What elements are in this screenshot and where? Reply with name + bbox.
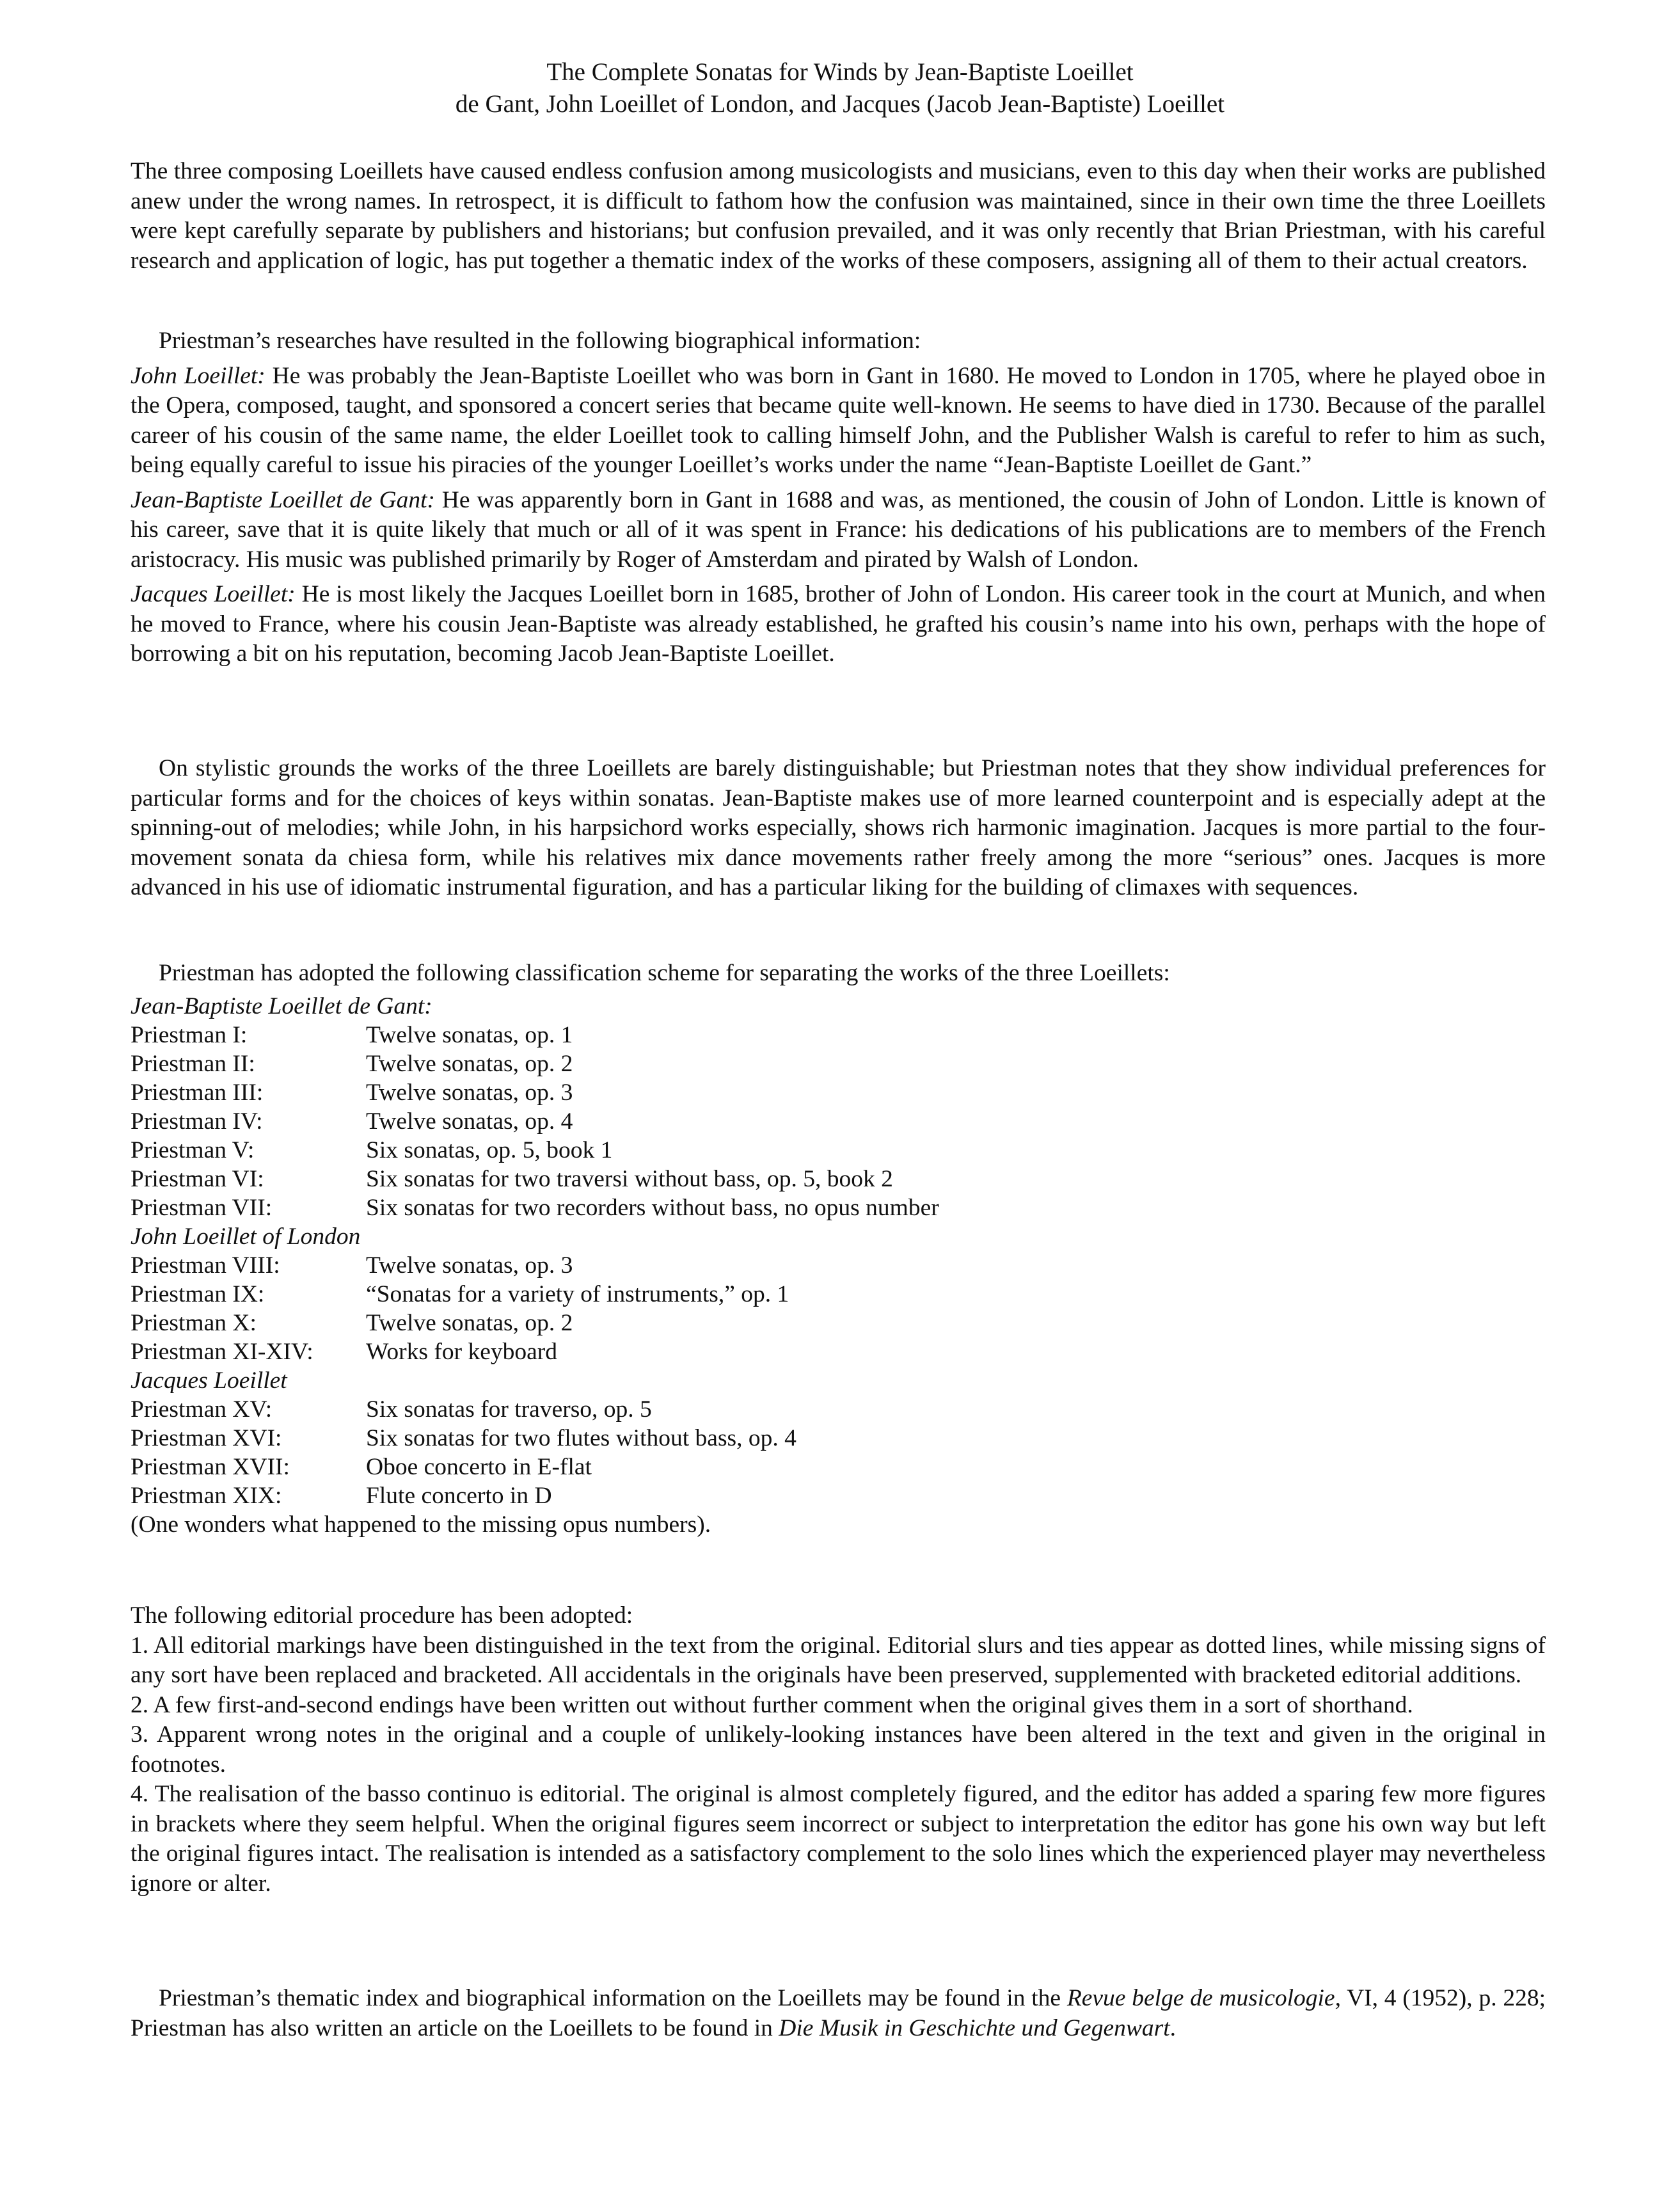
list-row xyxy=(131,1424,939,1453)
title-line-2: de Gant, John Loeillet of London, and Jacques (Jacob Jean-Baptiste) Loeillet xyxy=(455,90,1225,118)
bio-jean-baptiste xyxy=(131,486,1546,575)
priestman-number: Priestman XIX: xyxy=(131,1483,282,1509)
classification-lead: Priestman has adopted the following classification scheme for separating the works of the three Loeillets: xyxy=(159,960,1170,986)
list-row xyxy=(131,1395,939,1424)
editorial-item: 1. All editorial markings have been distinguished in the text from the original. Editorial slurs and ties appear as dotted lines, while missing signs of any sort have been replaced and bracketed. All accidentals in the originals have been preserved, supplemented with bracketed editorial additions. xyxy=(131,1632,1546,1688)
work-description: Six sonatas for traverso, op. 5 xyxy=(366,1396,652,1423)
work-description: Works for keyboard xyxy=(366,1339,557,1365)
bio-jacques-text: He is most likely the Jacques Loeillet born in 1685, brother of John of London. His career took in the court at Munich, and when he moved to France, where his cousin Jean-Baptiste was already established, he grafted his cousin’s name into his own, perhaps with the hope of borrowing a bit on his reputation, becoming Jacob Jean-Baptiste Loeillet. xyxy=(131,581,1546,667)
priestman-number: Priestman IX: xyxy=(131,1281,265,1307)
closing-text-1: Priestman’s thematic index and biographical information on the Loeillets may be found in the xyxy=(159,1985,1061,2011)
list-row xyxy=(131,1453,939,1481)
priestman-number: Priestman IV: xyxy=(131,1108,263,1135)
style-paragraph xyxy=(131,754,1546,903)
work-description: Twelve sonatas, op. 3 xyxy=(366,1252,573,1279)
priestman-number: Priestman X: xyxy=(131,1310,257,1336)
list-row xyxy=(131,1280,939,1309)
classification-list xyxy=(131,992,939,1539)
priestman-number: Priestman VII: xyxy=(131,1195,273,1221)
group-composer: Jean-Baptiste Loeillet de Gant: xyxy=(131,993,432,1019)
biography-section xyxy=(131,326,1546,669)
work-description: Flute concerto in D xyxy=(366,1483,552,1509)
list-row xyxy=(131,1337,939,1366)
intro-paragraph xyxy=(131,157,1546,276)
editorial-lead: The following editorial procedure has been adopted: xyxy=(131,1602,633,1629)
list-row xyxy=(131,1165,939,1193)
priestman-number: Priestman VI: xyxy=(131,1166,264,1192)
editorial-item: 3. Apparent wrong notes in the original and a couple of unlikely-looking instances have been altered in the text and given in the original in footnotes. xyxy=(131,1721,1546,1778)
work-description: “Sonatas for a variety of instruments,” op. 1 xyxy=(366,1281,789,1307)
list-row xyxy=(131,1078,939,1107)
list-row xyxy=(131,1136,939,1165)
closing-text-2: VI, 4 (1952), p. 228; Priestman has also written an article on the Loeillets to be found in xyxy=(131,1985,1546,2041)
bio-jacques-name: Jacques Loeillet: xyxy=(131,581,296,607)
work-description: Twelve sonatas, op. 1 xyxy=(366,1022,573,1048)
editorial-item: 4. The realisation of the basso continuo is editorial. The original is almost completely figured, and the editor has added a sparing few more figures in brackets where they seem helpful. When the original figures seem incorrect or subject to interpretation the editor has gone his own way but left the original figures intact. The realisation is intended as a satisfactory complement to the solo lines which the experienced player may nevertheless ignore or alter. xyxy=(131,1781,1546,1897)
work-description: Twelve sonatas, op. 3 xyxy=(366,1080,573,1106)
work-description: Twelve sonatas, op. 4 xyxy=(366,1108,573,1135)
bio-john-text: He was probably the Jean-Baptiste Loeillet who was born in Gant in 1680. He moved to London in 1705, where he played oboe in the Opera, composed, taught, and sponsored a concert series that became quite well-known. He seems to have died in 1730. Because of the parallel career of his cousin of the same name, the elder Loeillet took to calling himself John, and the Publisher Walsh is careful to refer to him as such, being equally careful to issue his piracies of the younger Loeillet’s works under the name “Jean-Baptiste Loeillet de Gant.” xyxy=(131,362,1546,478)
bio-jb-text: He was apparently born in Gant in 1688 and was, as mentioned, the cousin of John of London. Little is known of his career, save that it is quite likely that much or all of it was spent in France: his dedications of his publications are to members of the French aristocracy. His music was published primarily by Roger of Amsterdam and pirated by Walsh of London. xyxy=(131,486,1546,573)
list-row xyxy=(131,1481,939,1510)
priestman-number: Priestman XVII: xyxy=(131,1454,290,1480)
priestman-number: Priestman III: xyxy=(131,1080,264,1106)
list-row xyxy=(131,1309,939,1337)
priestman-number: Priestman VIII: xyxy=(131,1252,280,1279)
list-row xyxy=(131,1251,939,1280)
style-text: On stylistic grounds the works of the three Loeillets are barely distinguishable; but Priestman notes that they show individual preferences for particular forms and for the choices of keys within sonatas. Jean-Baptiste makes use of more learned counterpoint and is especially adept at the spinning-out of melodies; while John, in his harpsichord works especially, shows rich harmonic imagination. Jacques is more partial to the four-movement sonata da chiesa form, while his relatives mix dance movements rather freely among the more “serious” ones. Jacques is more advanced in his use of idiomatic instrumental figuration, and has a particular liking for the building of climaxes with sequences. xyxy=(131,755,1546,900)
title-line-1: The Complete Sonatas for Winds by Jean-Baptiste Loeillet xyxy=(546,58,1134,86)
priestman-number: Priestman V: xyxy=(131,1137,255,1163)
work-description: Twelve sonatas, op. 2 xyxy=(366,1051,573,1077)
closing-period: . xyxy=(1169,2014,1176,2041)
work-description: Oboe concerto in E-flat xyxy=(366,1454,592,1480)
closing-text xyxy=(131,1984,1546,2043)
intro-text: The three composing Loeillets have caused endless confusion among musicologists and musicians, even to this day when their works are published anew under the wrong names. In retrospect, it is difficult to fathom how the confusion was maintained, since in their own time the three Loeillets were kept carefully separate by publishers and historians; but confusion prevailed, and it was only recently that Brian Priestman, with his careful research and application of logic, has put together a thematic index of the works of these composers, assigning all of them to their actual creators. xyxy=(131,158,1546,274)
closing-paragraph xyxy=(131,1984,1546,2043)
encyclopedia-title: Die Musik in Geschichte und Gegenwart xyxy=(779,2014,1170,2041)
list-row xyxy=(131,1107,939,1136)
biography-lead: Priestman’s researches have resulted in the following biographical information: xyxy=(159,328,921,354)
editorial-item: 2. A few first-and-second endings have been written out without further comment when the original gives them in a sort of shorthand. xyxy=(131,1691,1413,1718)
priestman-number: Priestman XVI: xyxy=(131,1425,282,1451)
bio-jacques xyxy=(131,580,1546,669)
group-composer: John Loeillet of London xyxy=(131,1224,361,1250)
priestman-number: Priestman II: xyxy=(131,1051,255,1077)
classification-lead-block xyxy=(131,959,1546,989)
list-row xyxy=(131,1021,939,1049)
work-description: Six sonatas for two flutes without bass, op. 4 xyxy=(366,1425,796,1451)
group-composer: Jacques Loeillet xyxy=(131,1368,287,1394)
bio-jb-name: Jean-Baptiste Loeillet de Gant: xyxy=(131,486,435,513)
journal-title: Revue belge de musicologie, xyxy=(1066,1985,1341,2011)
work-description: Six sonatas, op. 5, book 1 xyxy=(366,1137,613,1163)
priestman-number: Priestman I: xyxy=(131,1022,248,1048)
bio-john xyxy=(131,362,1546,481)
list-row xyxy=(131,1193,939,1222)
priestman-number: Priestman XI-XIV: xyxy=(131,1339,313,1365)
list-row xyxy=(131,1049,939,1078)
work-description: Twelve sonatas, op. 2 xyxy=(366,1310,573,1336)
work-description: Six sonatas for two traversi without bass, op. 5, book 2 xyxy=(366,1166,893,1192)
classification-note: (One wonders what happened to the missing opus numbers). xyxy=(131,1511,711,1538)
priestman-number: Priestman XV: xyxy=(131,1396,273,1423)
editorial-section xyxy=(131,1601,1546,1899)
bio-john-name: John Loeillet: xyxy=(131,362,265,389)
work-description: Six sonatas for two recorders without bass, no opus number xyxy=(366,1195,939,1221)
